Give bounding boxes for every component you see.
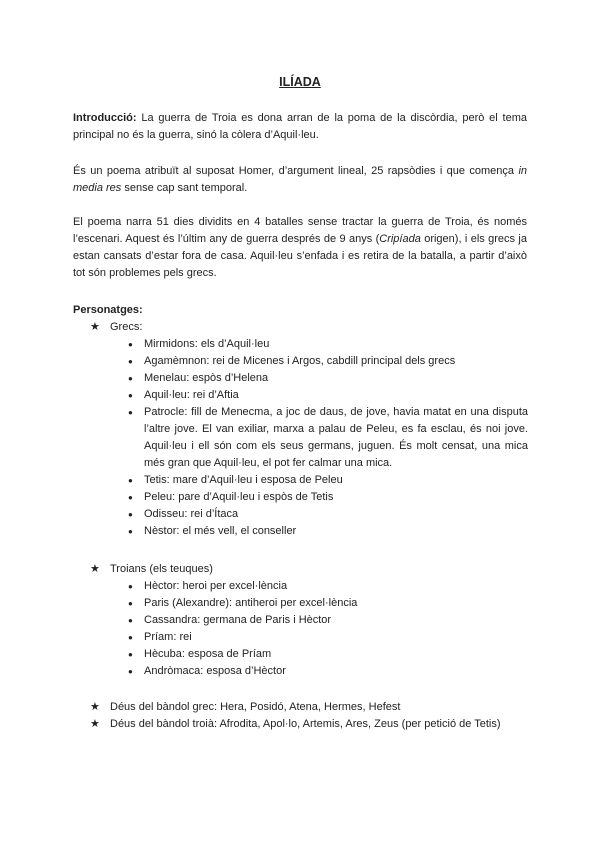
list-item: ● Tetis: mare d’Aquil·leu i esposa de Peleu [128, 472, 528, 489]
trojans-list [128, 578, 528, 680]
document-title: ILÍADA [279, 75, 321, 89]
plot-italic-term: Cripíada [379, 233, 421, 245]
authorship-text-before: És un poema atribuït al suposat Homer, d’argument lineal, 25 rapsòdies i que comença [73, 165, 519, 177]
authorship-paragraph [73, 163, 527, 197]
intro-text: La guerra de Troia es dona arran de la poma de la discòrdia, però el tema principal no és la guerra, sinó la còlera d’Aquil·leu. [73, 112, 527, 141]
list-item: ● Hècuba: esposa de Príam [128, 646, 528, 663]
star-bullet-icon: ★ [90, 563, 100, 575]
list-item: ● Menelau: espòs d’Helena [128, 370, 528, 387]
trojan-gods-text: Déus del bàndol troià: Afrodita, Apol·lo, Artemis, Ares, Zeus (per petició de Tetis) [110, 718, 501, 730]
authorship-text-after: sense cap sant temporal. [121, 182, 248, 194]
list-item: ● Paris (Alexandre): antiheroi per excel·lència [128, 595, 528, 612]
plot-paragraph [73, 214, 527, 282]
list-item: ● Aquil·leu: rei d’Aftia [128, 387, 528, 404]
list-item: ● Odisseu: rei d’Ítaca [128, 506, 528, 523]
list-item: ● Peleu: pare d’Aquil·leu i espòs de Tetis [128, 489, 528, 506]
greeks-list [128, 336, 528, 540]
star-bullet-icon: ★ [90, 701, 100, 713]
star-bullet-icon: ★ [90, 321, 100, 333]
list-item: ● Hèctor: heroi per excel·lència [128, 578, 528, 595]
list-item: ● Nèstor: el més vell, el conseller [128, 523, 528, 540]
star-bullet-icon: ★ [90, 718, 100, 730]
greeks-label: Grecs: [110, 321, 143, 333]
plot-text-before: El poema narra 51 dies dividits en 4 batalles sense tractar la guerra de Troia, és només l’escenari. Aquest és l’últim any de guerra després de 9 anys ( [73, 216, 527, 245]
trojan-gods-item [90, 716, 501, 733]
characters-heading: Personatges: [73, 304, 143, 316]
trojans-label: Troians (els teuques) [110, 563, 213, 575]
list-item: ● Patrocle: fill de Menecma, a joc de daus, de jove, havia matat en una disputa l’altre jove. El van exiliar, marxa a palau de Peleu, es fa esclau, és noi jove. Aquil·leu i ell són com els seus germans, juguen. És molt censat, una mica més gran que Aquil·leu, el pot fer calmar una mica. [128, 404, 528, 472]
list-item: ● Cassandra: germana de Paris i Hèctor [128, 612, 528, 629]
intro-label: Introducció: [73, 112, 137, 124]
list-item: ● Príam: rei [128, 629, 528, 646]
authorship-italic-term: in media res [73, 165, 527, 194]
trojans-group [90, 561, 213, 578]
greek-gods-text: Déus del bàndol grec: Hera, Posidó, Atena, Hermes, Hefest [110, 701, 401, 713]
list-item: ● Andròmaca: esposa d’Hèctor [128, 663, 528, 680]
greeks-group [90, 319, 142, 336]
greek-gods-item [90, 699, 400, 716]
plot-text-after: origen), i els grecs ja estan cansats d’estar fora de casa. Aquil·leu s’enfada i es retira de la batalla, a partir d’això tot són problemes pels grecs. [73, 233, 527, 279]
list-item: ● Agamèmnon: rei de Micenes i Argos, cabdill principal dels grecs [128, 353, 528, 370]
list-item: ● Mirmidons: els d’Aquil·leu [128, 336, 528, 353]
intro-paragraph [73, 110, 527, 144]
